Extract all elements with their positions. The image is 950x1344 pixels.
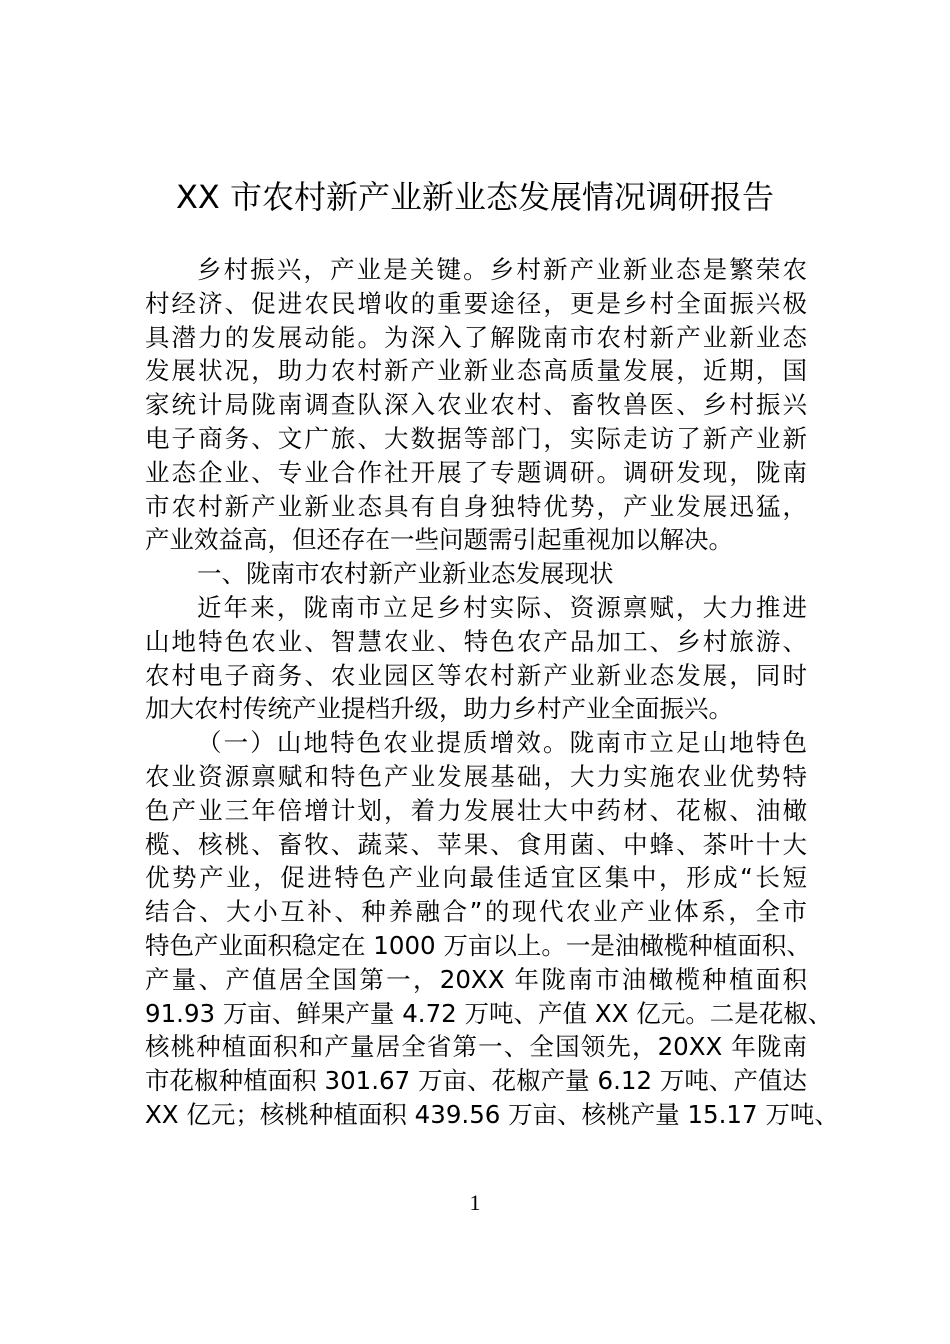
text-line: 91.93 万亩、鲜果产量 4.72 万吨、产值 XX 亿元。二是花椒、 <box>145 998 833 1028</box>
text-line: 发展状况，助力农村新产业新业态高质量发展，近期，国 <box>145 356 807 386</box>
text-line: 村经济、促进农民增收的重要途径，更是乡村全面振兴极 <box>145 288 807 318</box>
text-line: 农村电子商务、农业园区等农村新产业新业态发展，同时 <box>145 660 807 690</box>
text-line: 结合、大小互补、种养融合”的现代农业产业体系，全市 <box>145 897 807 927</box>
text-line: XX 亿元；核桃种植面积 439.56 万亩、核桃产量 15.17 万吨、 <box>145 1099 839 1129</box>
text-line: 市农村新产业新业态具有自身独特优势，产业发展迅猛， <box>145 491 807 521</box>
text-line: 加大农村传统产业提档升级，助力乡村产业全面振兴。 <box>145 694 733 724</box>
text-line: 农业资源禀赋和特色产业发展基础，大力实施农业优势特 <box>145 761 807 791</box>
document-body <box>145 253 839 1132</box>
section-heading: 一、陇南市农村新产业新业态发展现状 <box>197 559 614 589</box>
text-line: 乡村振兴，产业是关键。乡村新产业新业态是繁荣农 <box>197 255 807 284</box>
text-line: 核桃种植面积和产量居全省第一、全国领先，20XX 年陇南 <box>145 1032 807 1062</box>
text-line: 特色产业面积稳定在 1000 万亩以上。一是油橄榄种植面积、 <box>145 930 811 960</box>
text-line: 业态企业、专业合作社开展了专题调研。调研发现，陇南 <box>145 457 807 487</box>
text-line: 电子商务、文广旅、大数据等部门，实际走访了新产业新 <box>145 423 807 453</box>
text-line: 色产业三年倍增计划，着力发展壮大中药材、花椒、油橄 <box>145 795 807 825</box>
text-line: 山地特色农业、智慧农业、特色农产品加工、乡村旅游、 <box>145 626 807 656</box>
text-line: 市花椒种植面积 301.67 万亩、花椒产量 6.12 万吨、产值达 <box>145 1066 807 1096</box>
text-line: 优势产业，促进特色产业向最佳适宜区集中，形成“长短 <box>145 863 807 893</box>
text-line: 产业效益高，但还存在一些问题需引起重视加以解决。 <box>145 525 733 555</box>
document-title: XX 市农村新产业新业态发展情况调研报告 <box>175 178 775 216</box>
text-line: 榄、核桃、畜牧、蔬菜、苹果、食用菌、中蜂、茶叶十大 <box>145 829 807 859</box>
text-line: 近年来，陇南市立足乡村实际、资源禀赋，大力推进 <box>197 592 807 622</box>
text-line: 产量、产值居全国第一，20XX 年陇南市油橄榄种植面积 <box>145 964 807 994</box>
text-line: （一）山地特色农业提质增效。陇南市立足山地特色 <box>197 728 807 758</box>
page-number: 1 <box>469 1190 481 1215</box>
text-line: 家统计局陇南调查队深入农业农村、畜牧兽医、乡村振兴 <box>145 390 807 420</box>
text-line: 具潜力的发展动能。为深入了解陇南市农村新产业新业态 <box>145 322 807 352</box>
